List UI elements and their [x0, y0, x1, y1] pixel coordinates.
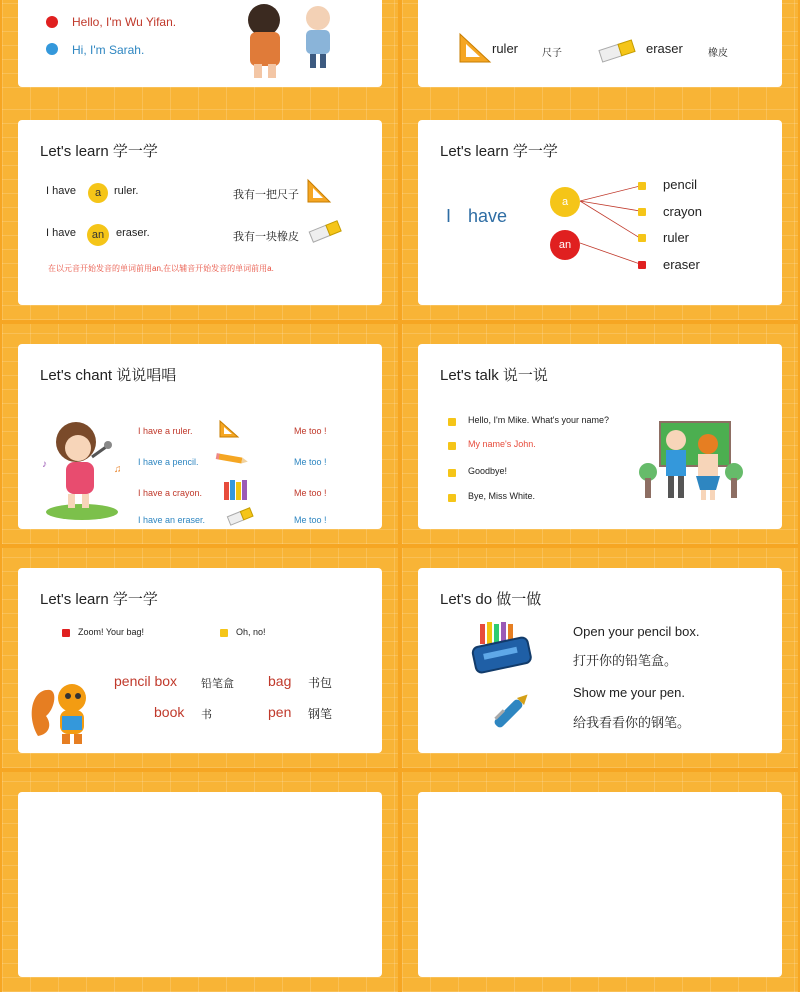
chant-response-1: Me too !: [294, 426, 327, 436]
dialog-line-3: Goodbye!: [468, 466, 508, 476]
slide-card: [418, 344, 782, 529]
chant-response-3: Me too !: [294, 488, 327, 498]
sentence-1-cn: 我有一把尺子: [233, 189, 299, 201]
grammar-note: 在以元音开始发音的单词前用an,在以辅音开始发音的单词前用a.: [48, 264, 274, 273]
dialog-line-1: Hello, I'm Mike. What's your name?: [468, 415, 609, 425]
instruction-1-cn: 打开你的铅笔盒。: [573, 653, 678, 668]
slide-card: [18, 792, 382, 977]
chant-line-1: I have a ruler.: [138, 426, 193, 436]
slide-card: [18, 568, 382, 753]
slide-title: Let's learn 学一学: [40, 591, 158, 608]
story-line-2: Oh, no!: [236, 627, 266, 637]
word-pen: pen: [268, 704, 292, 720]
article-an-circle: an: [550, 230, 580, 260]
bullet-red: [46, 16, 58, 28]
word-ruler: ruler: [663, 230, 690, 245]
bullet-yellow: [448, 418, 456, 426]
word-book-cn: 书: [201, 709, 212, 721]
instruction-2-cn: 给我看看你的钢笔。: [573, 715, 691, 730]
slide-thumbnail-10[interactable]: [402, 772, 798, 992]
bullet-yellow: [220, 629, 228, 637]
slide-card: [418, 568, 782, 753]
classroom-illustration: [636, 420, 744, 502]
greeting-line-1: Hello, I'm Wu Yifan.: [72, 15, 177, 29]
bullet-red: [638, 261, 646, 269]
dialog-line-4: Bye, Miss White.: [468, 491, 536, 501]
chant-line-4: I have an eraser.: [138, 515, 206, 525]
sentence-1-word: ruler.: [114, 185, 139, 197]
article-a-circle: a: [550, 187, 580, 217]
word-eraser: eraser: [646, 41, 683, 56]
slide-thumbnail-5[interactable]: [2, 324, 398, 544]
word-bag: bag: [268, 673, 292, 689]
slide-title: Let's do 做一做: [440, 591, 542, 608]
story-line-1: Zoom! Your bag!: [78, 627, 145, 637]
word-eraser-cn: 橡皮: [708, 48, 728, 59]
sentence-2-cn: 我有一块橡皮: [233, 231, 299, 243]
word-ruler: ruler: [492, 41, 519, 56]
instruction-1: Open your pencil box.: [573, 624, 700, 639]
slide-thumbnail-2[interactable]: [402, 0, 798, 102]
subject-i: I: [446, 206, 452, 226]
word-pencil-box: pencil box: [114, 673, 178, 689]
eraser-icon: [308, 218, 342, 244]
slide-title: Let's learn 学一学: [40, 143, 158, 160]
ruler-icon: [306, 178, 332, 204]
eraser-icon: [226, 506, 254, 526]
slide-title: Let's chant 说说唱唱: [40, 367, 177, 384]
word-bag-cn: 书包: [308, 676, 333, 690]
slide-card: [418, 792, 782, 977]
bullet-yellow: [448, 469, 456, 477]
word-book: book: [154, 704, 185, 720]
connector-lines: [418, 120, 782, 305]
singing-girl-illustration: [40, 412, 130, 522]
ruler-icon: [458, 32, 492, 64]
eraser-icon: [598, 40, 636, 62]
slide-thumbnail-9[interactable]: [2, 772, 398, 992]
verb-have: have: [468, 206, 508, 226]
slide-thumbnail-3[interactable]: [2, 100, 398, 320]
slide-thumbnail-6[interactable]: [402, 324, 798, 544]
slide-title: Let's learn 学一学: [440, 143, 558, 160]
children-illustration: [236, 2, 346, 82]
bullet-yellow: [638, 234, 646, 242]
instruction-2: Show me your pen.: [573, 685, 686, 700]
slide-card: [18, 344, 382, 529]
slide-thumbnail-7[interactable]: [2, 548, 398, 768]
slide-thumbnail-8[interactable]: [402, 548, 798, 768]
bullet-yellow: [448, 494, 456, 502]
chant-line-3: I have a crayon.: [138, 488, 203, 498]
slide-thumbnail-4[interactable]: [402, 100, 798, 320]
sentence-1-start: I have: [46, 185, 76, 197]
bullet-red: [62, 629, 70, 637]
slide-card: [418, 0, 782, 87]
slide-card: [18, 120, 382, 305]
article-a-badge: a: [88, 183, 108, 203]
sentence-2-start: I have: [46, 227, 76, 239]
slide-card: [418, 120, 782, 305]
slide-thumbnail-1[interactable]: [2, 0, 398, 102]
chant-line-2: I have a pencil.: [138, 457, 199, 467]
slide-card: [18, 0, 382, 87]
squirrel-illustration: [28, 676, 98, 748]
crayon-icon: [223, 476, 249, 500]
svg-text:♪: ♪: [42, 459, 47, 470]
word-pen-cn: 钢笔: [308, 707, 333, 721]
bullet-yellow: [448, 442, 456, 450]
pencil-icon: [216, 452, 250, 466]
pencil-box-icon: [470, 620, 534, 674]
word-pencil-box-cn: 铅笔盒: [201, 678, 234, 690]
greeting-line-2: Hi, I'm Sarah.: [72, 43, 145, 57]
word-eraser: eraser: [663, 257, 700, 272]
article-an-badge: an: [87, 224, 109, 246]
chant-response-2: Me too !: [294, 457, 327, 467]
word-pencil: pencil: [663, 177, 697, 192]
pen-icon: [488, 688, 536, 732]
bullet-yellow: [638, 208, 646, 216]
chant-response-4: Me too !: [294, 515, 327, 525]
svg-text:♫: ♫: [114, 464, 122, 475]
dialog-line-2: My name's John.: [468, 439, 536, 449]
slide-title: Let's talk 说一说: [440, 367, 548, 384]
word-ruler-cn: 尺子: [542, 48, 562, 59]
bullet-yellow: [638, 182, 646, 190]
word-crayon: crayon: [663, 204, 703, 219]
ruler-icon: [218, 419, 240, 439]
sentence-2-word: eraser.: [116, 227, 150, 239]
bullet-blue: [46, 43, 58, 55]
